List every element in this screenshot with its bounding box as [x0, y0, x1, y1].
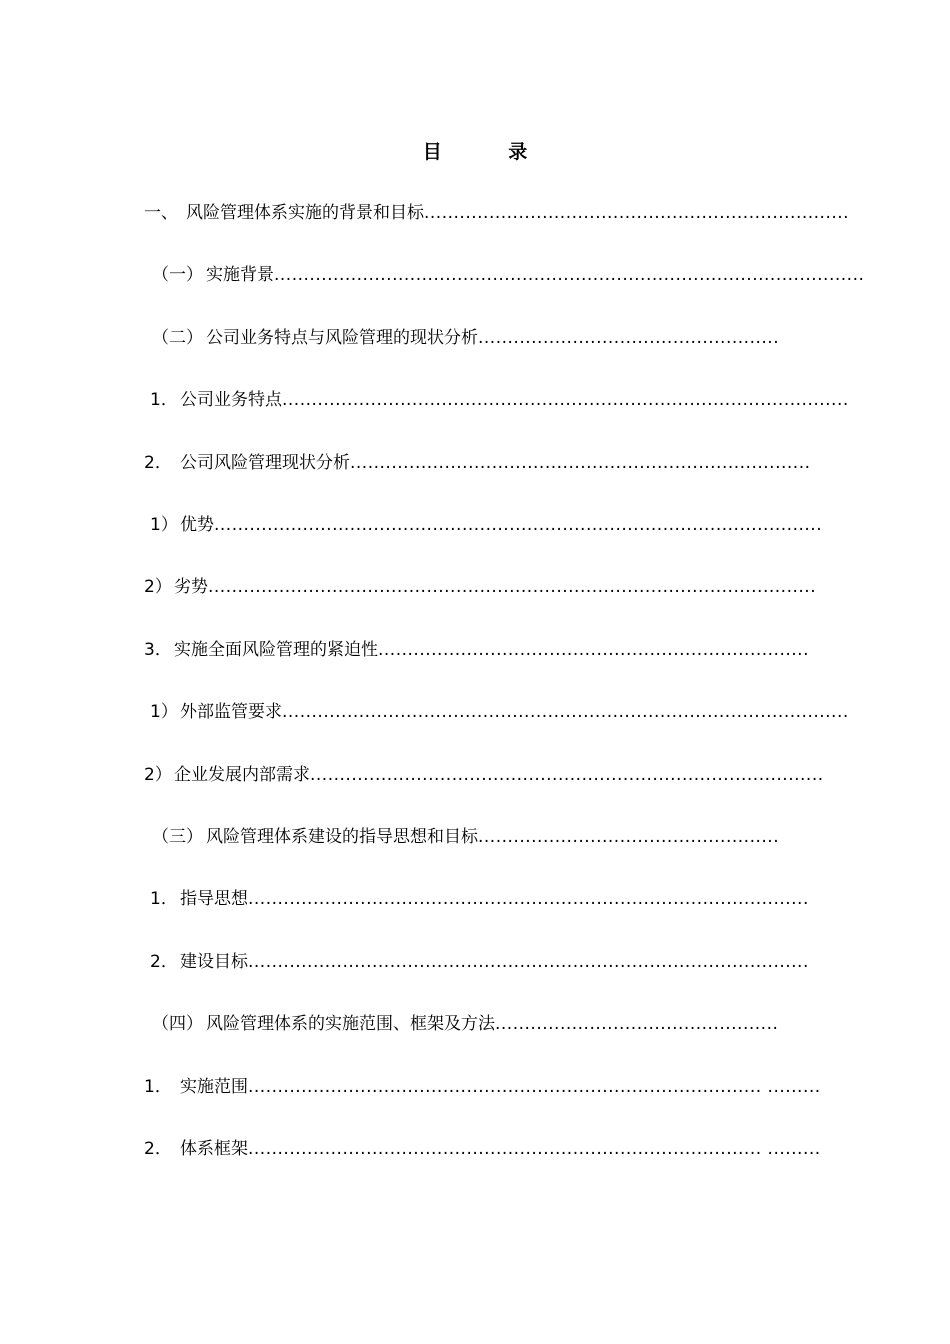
toc-entry-number: 2．: [150, 952, 178, 972]
toc-entry-text: 建设目标: [180, 952, 248, 972]
toc-entry-text: 公司业务特点与风险管理的现状分析: [206, 328, 478, 348]
toc-entry-text: 实施范围: [180, 1077, 248, 1097]
toc-entry-text: 风险管理体系的实施范围、框架及方法: [206, 1014, 495, 1034]
toc-leader-dots: .......................................................................................................: [214, 515, 823, 535]
toc-entry-text: 企业发展内部需求: [174, 765, 310, 785]
toc-title: 目 录: [422, 141, 558, 163]
toc-entry-number: （三）: [152, 827, 203, 847]
toc-leader-dots: ....................................................................................... .........: [248, 1139, 821, 1159]
toc-leader-dots: ........................................................................: [424, 203, 850, 223]
toc-entry[interactable]: [144, 637, 809, 663]
toc-entry-text: 公司业务特点: [180, 390, 282, 410]
toc-entry[interactable]: [144, 450, 811, 476]
toc-entry-text: 实施背景: [206, 265, 274, 285]
toc-entry-text: 风险管理体系实施的背景和目标: [186, 203, 424, 223]
toc-entry-text: 外部监管要求: [180, 702, 282, 722]
toc-entry[interactable]: [152, 1011, 779, 1037]
toc-entry-number: （二）: [152, 328, 203, 348]
toc-entry-number: 2）: [144, 577, 172, 597]
toc-entry-number: （一）: [152, 265, 203, 285]
toc-leader-dots: .......................................................................................: [310, 765, 824, 785]
toc-entry-number: 1）: [150, 515, 178, 535]
toc-leader-dots: ................................................................................................: [282, 390, 849, 410]
toc-entry-number: 2．: [144, 1139, 172, 1159]
toc-entry-text: 优势: [180, 515, 214, 535]
toc-leader-dots: ....................................................................................... .........: [248, 1077, 821, 1097]
toc-leader-dots: .........................................................................: [378, 640, 809, 660]
toc-leader-dots: ...................................................: [478, 827, 780, 847]
toc-entry-number: 3．: [144, 640, 172, 660]
toc-leader-dots: ...............................................................................................: [248, 952, 809, 972]
toc-entry[interactable]: [144, 762, 824, 788]
toc-entry-number: （四）: [152, 1014, 203, 1034]
toc-entry-text: 指导思想: [180, 889, 248, 909]
toc-leader-dots: ..............................................................................: [350, 453, 811, 473]
toc-leader-dots: ...............................................................................................: [248, 889, 809, 909]
toc-entry-number: 1．: [144, 1077, 172, 1097]
toc-leader-dots: ................................................................................................: [282, 702, 849, 722]
toc-entry-text: 风险管理体系建设的指导思想和目标: [206, 827, 478, 847]
toc-entry[interactable]: [144, 200, 850, 226]
toc-entry-text: 体系框架: [180, 1139, 248, 1159]
toc-entry[interactable]: [144, 574, 817, 600]
toc-leader-dots: ................................................: [495, 1014, 779, 1034]
toc-entry-number: 一、: [144, 203, 178, 223]
toc-entry[interactable]: [150, 387, 849, 413]
toc-entry-text: 公司风险管理现状分析: [180, 453, 350, 473]
toc-entry[interactable]: [150, 886, 809, 912]
toc-leader-dots: ....................................................................................................: [274, 265, 865, 285]
toc-entry[interactable]: [152, 824, 780, 850]
toc-entry-text: 劣势: [174, 577, 208, 597]
toc-entry-number: 1）: [150, 702, 178, 722]
toc-entry[interactable]: [150, 699, 849, 725]
toc-entry[interactable]: [144, 1074, 821, 1100]
toc-entry[interactable]: [152, 262, 865, 288]
toc-entry-number: 2．: [144, 453, 172, 473]
toc-entry-number: 1．: [150, 889, 178, 909]
toc-entry-number: 1．: [150, 390, 178, 410]
toc-entry[interactable]: [150, 949, 809, 975]
toc-entry[interactable]: [152, 325, 780, 351]
toc-entry-text: 实施全面风险管理的紧迫性: [174, 640, 378, 660]
toc-leader-dots: ...................................................: [478, 328, 780, 348]
toc-leader-dots: .......................................................................................................: [208, 577, 817, 597]
toc-entry[interactable]: [150, 512, 823, 538]
toc-entry-number: 2）: [144, 765, 172, 785]
toc-entry[interactable]: [144, 1136, 821, 1162]
